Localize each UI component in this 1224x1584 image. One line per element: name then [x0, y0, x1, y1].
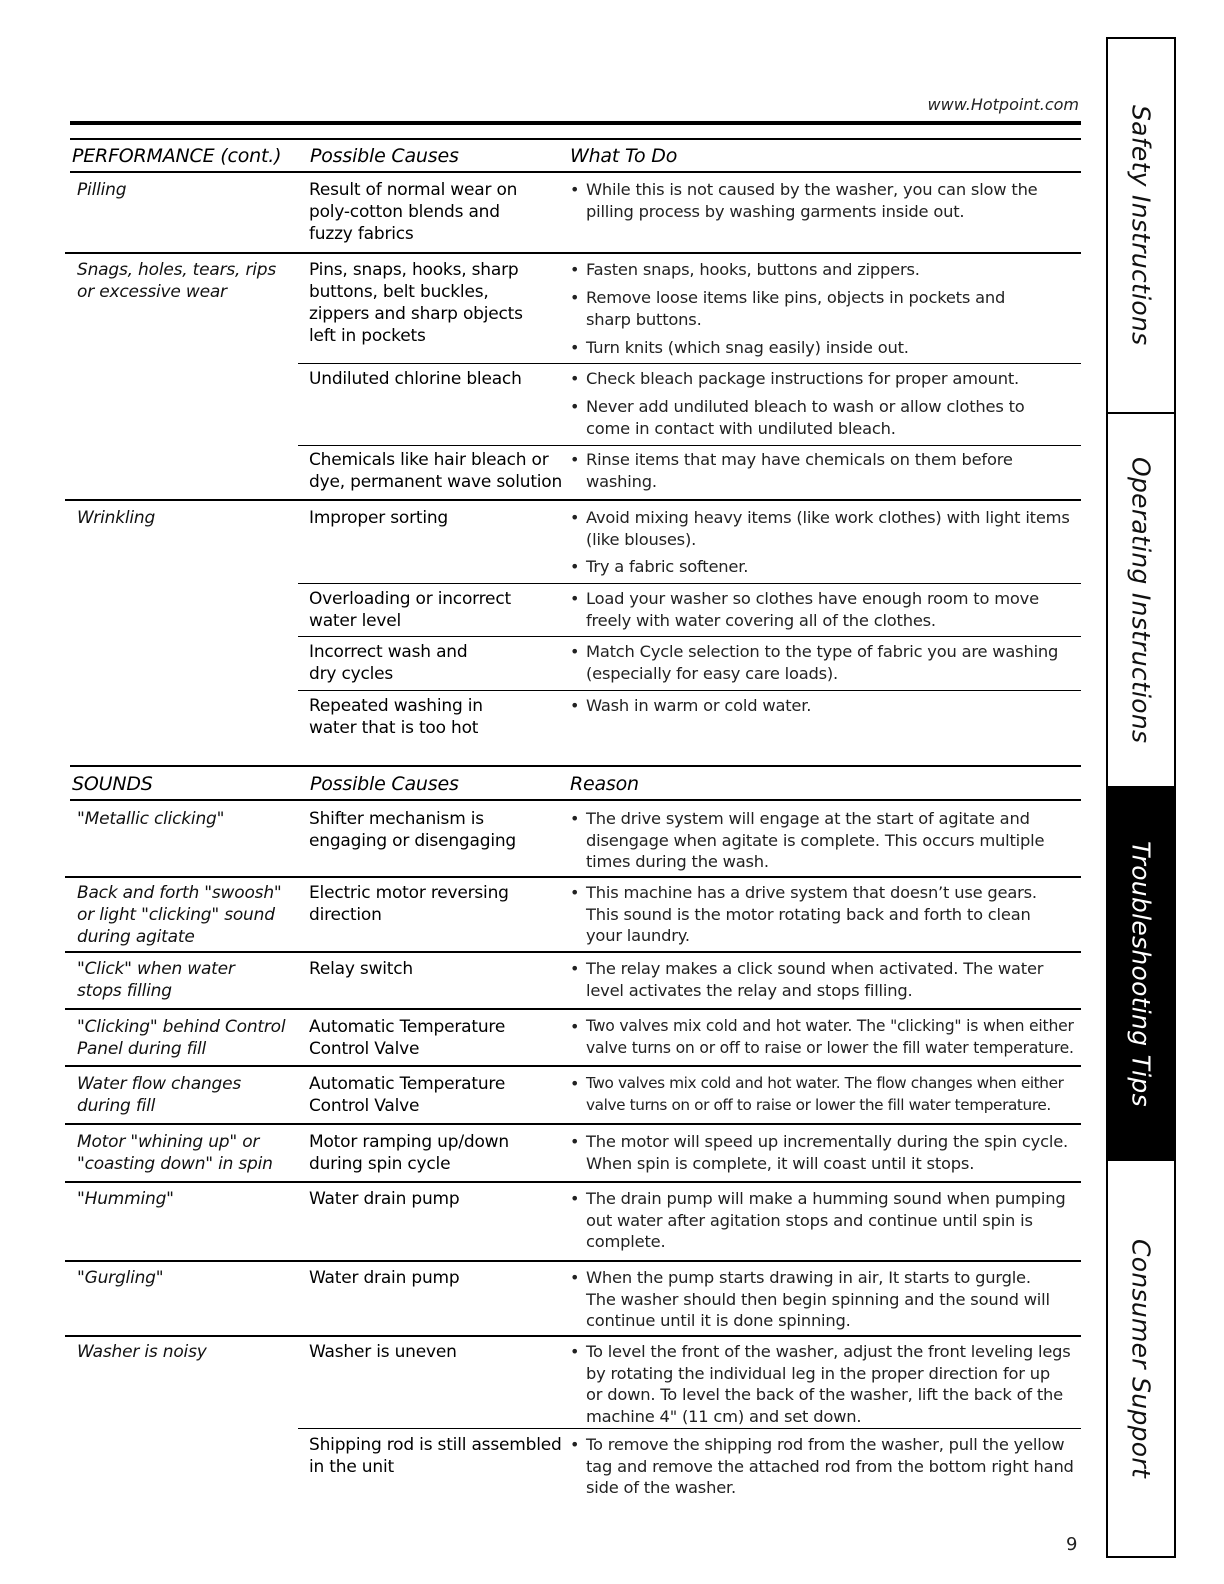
- snags-tip-4: • Check bleach package instructions for proper amount.: [570, 368, 1019, 390]
- wrinkling-tip-3: • Load your washer so clothes have enough room to move freely with water covering all of the clothes.: [570, 588, 1039, 631]
- tab-operating-instructions[interactable]: [1108, 414, 1174, 786]
- sound-reason: • When the pump starts drawing in air, It starts to gurgle. The washer should then begin spinning and the sound will continue until it is done spinning.: [570, 1267, 1050, 1332]
- snags-cause-2: Undiluted chlorine bleach: [309, 369, 522, 389]
- sub-divider: [298, 363, 1081, 364]
- wrinkling-symptom: Wrinkling: [77, 508, 156, 528]
- performance-header-symptom: PERFORMANCE (cont.): [72, 145, 282, 167]
- sound-reason: • The motor will speed up incrementally during the spin cycle. When spin is complete, it will coast until it stops.: [570, 1131, 1068, 1174]
- sound-symptom: Washer is noisy: [77, 1342, 207, 1362]
- sound-symptom: "Gurgling": [77, 1268, 164, 1288]
- snags-cause-3: Chemicals like hair bleach or dye, permanent wave solution: [309, 450, 563, 492]
- tab-consumer-label: Consumer Support: [1126, 1238, 1156, 1479]
- tab-operating-label: Operating Instructions: [1126, 456, 1156, 744]
- sub-divider: [298, 583, 1081, 584]
- sound-symptom: "Click" when water stops filling: [77, 959, 235, 1001]
- sound-cause: Automatic Temperature Control Valve: [309, 1074, 506, 1116]
- sub-divider: [298, 690, 1081, 691]
- snags-symptom: Snags, holes, tears, rips or excessive wear: [77, 260, 277, 302]
- snags-tip-1: • Fasten snaps, hooks, buttons and zippers.: [570, 259, 920, 281]
- sound-symptom: "Metallic clicking": [77, 809, 225, 829]
- wrinkling-tip-1: • Avoid mixing heavy items (like work clothes) with light items (like blouses).: [570, 507, 1070, 550]
- website-url: www.Hotpoint.com: [927, 95, 1079, 114]
- sound-cause: Water drain pump: [309, 1189, 460, 1209]
- sub-divider: [298, 1428, 1081, 1429]
- row-divider: [65, 1260, 1081, 1262]
- sound-reason: • To remove the shipping rod from the washer, pull the yellow tag and remove the attached rod from the bottom right hand side of the washer.: [570, 1434, 1074, 1499]
- tab-troubleshooting-tips[interactable]: [1108, 786, 1174, 1161]
- sound-symptom: Back and forth "swoosh" or light "clicking" sound during agitate: [77, 883, 282, 947]
- sounds-header-action: Reason: [570, 773, 639, 795]
- sound-cause: Washer is uneven: [309, 1342, 457, 1362]
- snags-tip-2: • Remove loose items like pins, objects in pockets and sharp buttons.: [570, 287, 1005, 330]
- wrinkling-tip-4: • Match Cycle selection to the type of fabric you are washing (especially for easy care loads).: [570, 641, 1058, 684]
- row-divider: [65, 1181, 1081, 1183]
- sound-reason: • Two valves mix cold and hot water. The "clicking" is when either valve turns on or off to raise or lower the fill water temperature.: [570, 1016, 1074, 1059]
- pilling-tip: • While this is not caused by the washer, you can slow the pilling process by washing garments inside out.: [570, 179, 1038, 222]
- sound-cause: Shifter mechanism is engaging or disengaging: [309, 809, 517, 851]
- row-divider: [65, 499, 1081, 501]
- header-rule: [70, 121, 1081, 125]
- sub-divider: [298, 445, 1081, 446]
- snags-tip-3: • Turn knits (which snag easily) inside out.: [570, 337, 909, 359]
- sound-symptom: "Humming": [77, 1189, 174, 1209]
- sounds-header-causes: Possible Causes: [310, 773, 459, 795]
- pilling-cause: Result of normal wear on poly-cotton blends and fuzzy fabrics: [309, 180, 518, 244]
- sound-symptom: "Clicking" behind Control Panel during fill: [77, 1017, 286, 1059]
- performance-header-action: What To Do: [570, 145, 678, 167]
- sound-cause: Automatic Temperature Control Valve: [309, 1017, 506, 1059]
- section-tabs: [1106, 37, 1176, 1558]
- sound-reason: • The relay makes a click sound when activated. The water level activates the relay and stops filling.: [570, 958, 1043, 1001]
- tab-troubleshooting-label: Troubleshooting Tips: [1126, 840, 1156, 1107]
- snags-cause-1: Pins, snaps, hooks, sharp buttons, belt buckles, zippers and sharp objects left in pockets: [309, 260, 523, 346]
- performance-header-line-bottom: [70, 171, 1081, 173]
- sound-cause: Electric motor reversing direction: [309, 883, 509, 925]
- tab-safety-label: Safety Instructions: [1126, 105, 1156, 346]
- snags-tip-5: • Never add undiluted bleach to wash or allow clothes to come in contact with undiluted bleach.: [570, 396, 1025, 439]
- sound-symptom: Water flow changes during fill: [77, 1074, 242, 1116]
- row-divider: [65, 252, 1081, 254]
- pilling-symptom: Pilling: [77, 180, 127, 200]
- row-divider: [65, 876, 1081, 878]
- tab-safety-instructions[interactable]: [1108, 39, 1174, 412]
- sub-divider: [298, 636, 1081, 637]
- sound-cause: Relay switch: [309, 959, 413, 979]
- tab-consumer-support[interactable]: [1108, 1161, 1174, 1556]
- sound-reason: • The drain pump will make a humming sound when pumping out water after agitation stops and continue until spin is complete.: [570, 1188, 1065, 1253]
- page-number: 9: [1066, 1534, 1078, 1555]
- sounds-header-symptom: SOUNDS: [72, 773, 153, 795]
- sound-symptom: Motor "whining up" or "coasting down" in spin: [77, 1132, 273, 1174]
- performance-header-causes: Possible Causes: [310, 145, 459, 167]
- row-divider: [65, 1335, 1081, 1337]
- wrinkling-cause-1: Improper sorting: [309, 508, 449, 528]
- sound-reason: • To level the front of the washer, adjust the front leveling legs by rotating the individual leg in the proper direction for up or down. To level the back of the washer, lift the back of the machine 4" (11 cm) and set down.: [570, 1341, 1071, 1427]
- sound-reason: • This machine has a drive system that doesn’t use gears. This sound is the motor rotating back and forth to clean your laundry.: [570, 882, 1037, 947]
- snags-tip-6: • Rinse items that may have chemicals on them before washing.: [570, 449, 1013, 492]
- row-divider: [65, 1065, 1081, 1067]
- sound-cause: Shipping rod is still assembled in the unit: [309, 1435, 562, 1477]
- row-divider: [65, 951, 1081, 953]
- sound-reason: • The drive system will engage at the start of agitate and disengage when agitate is complete. This occurs multiple times during the wash.: [570, 808, 1044, 873]
- performance-header-line-top: [70, 138, 1081, 140]
- sound-cause: Water drain pump: [309, 1268, 460, 1288]
- wrinkling-tip-2: • Try a fabric softener.: [570, 556, 748, 578]
- row-divider: [65, 1123, 1081, 1125]
- wrinkling-cause-3: Incorrect wash and dry cycles: [309, 642, 468, 684]
- sound-cause: Motor ramping up/down during spin cycle: [309, 1132, 509, 1174]
- sounds-header-line-top: [70, 765, 1081, 767]
- wrinkling-cause-4: Repeated washing in water that is too hot: [309, 696, 483, 738]
- wrinkling-cause-2: Overloading or incorrect water level: [309, 589, 511, 631]
- sound-reason: • Two valves mix cold and hot water. The flow changes when either valve turns on or off to raise or lower the fill water temperature.: [570, 1073, 1063, 1116]
- sounds-header-line-bottom: [70, 799, 1081, 801]
- wrinkling-tip-5: • Wash in warm or cold water.: [570, 695, 811, 717]
- row-divider: [65, 1008, 1081, 1010]
